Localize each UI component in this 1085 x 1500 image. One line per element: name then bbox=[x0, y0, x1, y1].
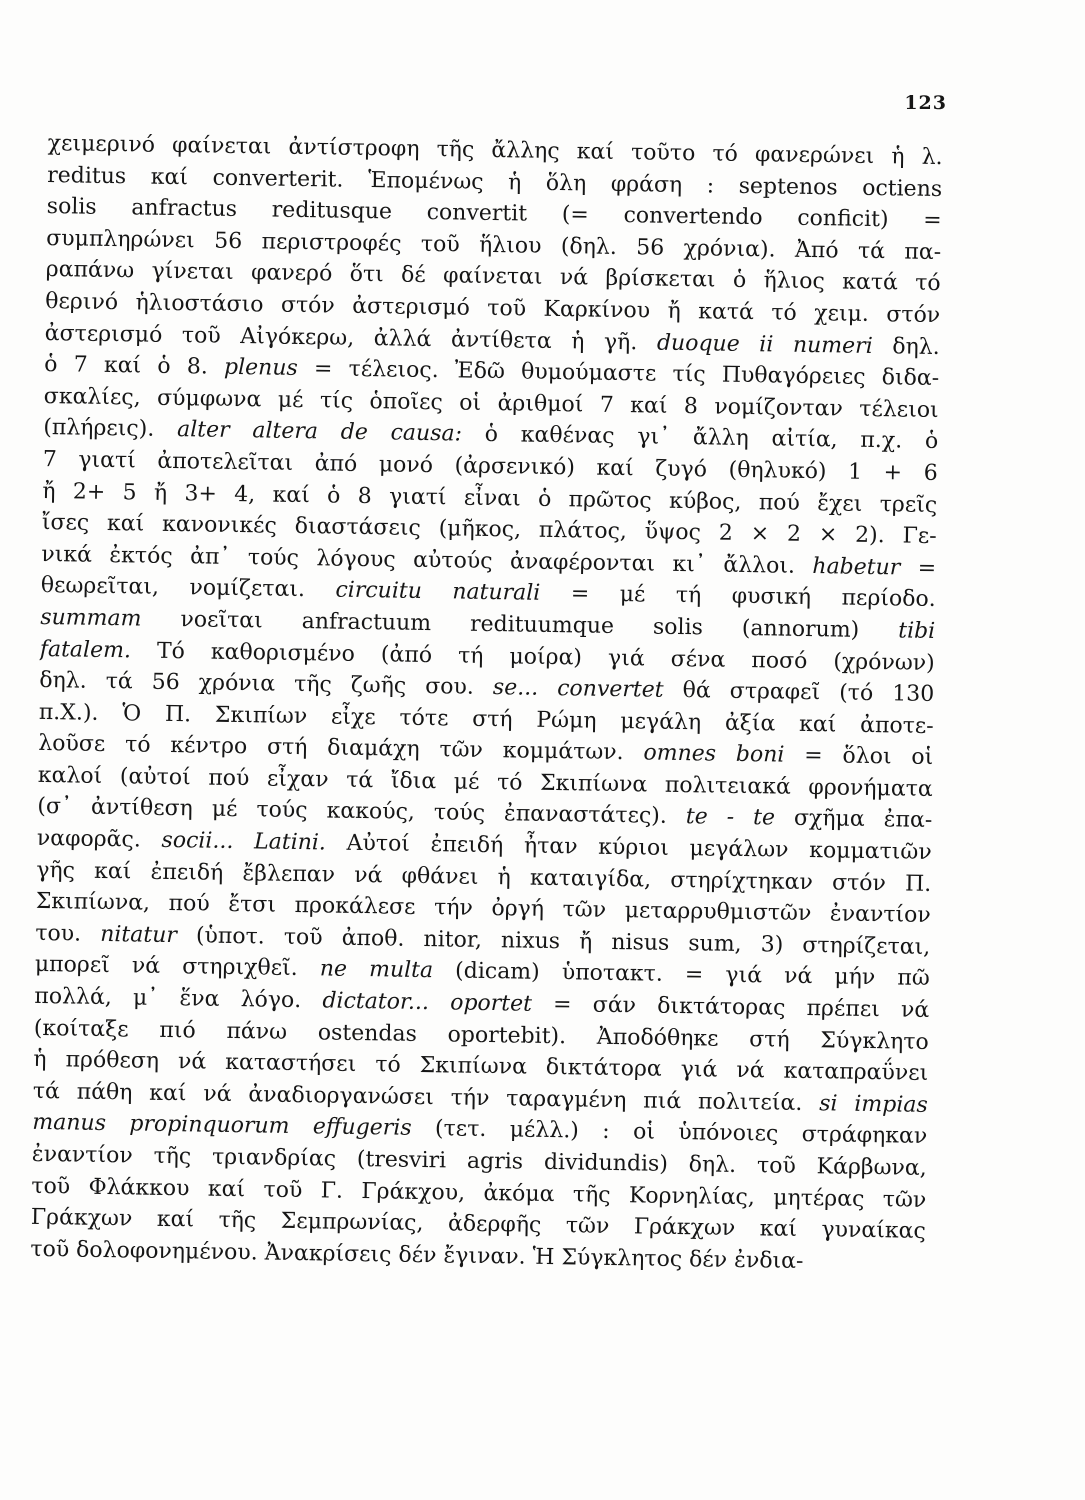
latin-lemma: nitatur bbox=[100, 921, 178, 948]
latin-lemma: te - te bbox=[685, 804, 776, 831]
latin-lemma: habetur bbox=[812, 553, 901, 581]
latin-lemma: manus propinquorum effugeris bbox=[32, 1110, 412, 1142]
latin-lemma: alter altera de causa: bbox=[176, 417, 463, 447]
latin-lemma: si impias bbox=[818, 1091, 928, 1118]
text-segment: π.Χ.). Ὁ Π. Σκιπίων εἶχε τότε στή Ρώμη μεγάλη ἀξία καί ἀποτε- bbox=[38, 699, 934, 739]
text-segment: Γράκχων καί τῆς Σεμπρωνίας, ἀδερφῆς τῶν Γράκχων καί γυναίκας bbox=[30, 1205, 926, 1245]
text-segment: (κοίταξε πιό πάνω ostendas oportebit). Ἀποδόθηκε στή Σύγκλητο bbox=[33, 1015, 929, 1055]
text-segment: χειμερινό φαίνεται ἀντίστροφη τῆς ἄλλης καί τοῦτο τό φανερώνει ἡ λ. bbox=[47, 130, 943, 171]
text-segment: (τετ. μέλλ.) : οἱ ὑπόνοιες στράφηκαν bbox=[411, 1116, 928, 1150]
text-segment: = ὅλοι οἱ bbox=[784, 742, 934, 771]
latin-lemma: fatalem. bbox=[39, 636, 132, 663]
text-segment: του. bbox=[35, 920, 101, 947]
text-segment: νοεῖται anfractuum redituumque solis (annorum) bbox=[141, 606, 899, 644]
text-segment: σχῆμα ἐπα- bbox=[774, 805, 933, 834]
latin-lemma: summam bbox=[40, 604, 142, 632]
text-segment: (σ᾿ ἀντίθεση μέ τούς κακούς, τούς ἐπαναστάτες). bbox=[37, 794, 687, 830]
text-segment: (dicam) ὑποτακτ. = γιά νά μήν πῶ bbox=[432, 958, 930, 992]
text-segment: σκαλίες, σύμφωνα μέ τίς ὁποῖες οἱ ἀριθμοί 7 καί 8 νομίζονταν τέλειοι bbox=[43, 383, 939, 423]
text-segment: νικά ἐκτός ἀπ᾿ τούς λόγους αὐτούς ἀναφέρονται κι᾿ ἄλλοι. bbox=[41, 541, 813, 579]
text-segment: ὁ 7 καί ὁ 8. bbox=[44, 352, 225, 380]
text-segment: Τό καθορισμένο (ἀπό τή μοίρα) γιά σένα ποσό (χρόνων) bbox=[130, 637, 935, 676]
latin-lemma: socii... Latini. bbox=[161, 827, 327, 856]
latin-lemma: duoque ii numeri bbox=[656, 330, 873, 359]
text-segment: τοῦ δολοφονημένου. Ἀνακρίσεις δέν ἔγιναν. Ἡ Σύγκλητος δέν ἐνδια- bbox=[30, 1236, 804, 1274]
text-segment: τά πάθη καί νά ἀναδιοργανώσει τήν ταραγμένη πιά πολιτεία. bbox=[32, 1078, 820, 1117]
latin-lemma: circuitu naturali bbox=[335, 577, 541, 607]
text-segment: Αὐτοί ἐπειδή ἦταν κύριοι μεγάλων κομματιῶν bbox=[325, 830, 932, 866]
text-segment: reditus καί converterit. Ἑπομένως ἡ ὅλη φράση : septenos octiens bbox=[47, 162, 943, 202]
commentary-text-block bbox=[30, 128, 943, 1279]
text-segment: = τέλειος. Ἐδῶ θυμούμαστε τίς Πυθαγόρειες διδα- bbox=[297, 356, 940, 392]
text-segment: ἴσες καί κανονικές διαστάσεις (μῆκος, πλάτος, ὕψος 2 × 2 × 2). Γε- bbox=[41, 510, 937, 550]
page-number: 123 bbox=[904, 92, 947, 114]
text-segment: = bbox=[900, 555, 937, 581]
latin-lemma: plenus bbox=[223, 354, 298, 382]
text-segment: = σάν δικτάτορας πρέπει νά bbox=[531, 991, 930, 1023]
text-segment: καλοί (αὐτοί πού εἶχαν τά ἴδια μέ τό Σκιπίωνα πολιτειακά φρονήματα bbox=[37, 762, 933, 802]
text-segment: λοῦσε τό κέντρο στή διαμάχη τῶν κομμάτων. bbox=[38, 731, 644, 766]
text-segment: ἤ 2+ 5 ἤ 3+ 4, καί ὁ 8 γιατί εἶναι ὁ πρῶτος κύβος, πού ἔχει τρεῖς bbox=[42, 478, 938, 518]
text-segment: θά στραφεῖ (τό 130 bbox=[663, 677, 935, 708]
text-segment: ὁ καθένας γι᾿ ἄλλη αἰτία, π.χ. ὁ bbox=[461, 421, 939, 455]
latin-lemma: se... convertet bbox=[492, 675, 664, 703]
text-segment: δηλ. bbox=[872, 333, 940, 360]
text-segment: solis anfractus reditusque convertit (= convertendo conficit) = bbox=[46, 194, 942, 234]
text-segment: θεωρεῖται, νομίζεται. bbox=[40, 573, 336, 603]
text-segment: (ὑποτ. τοῦ ἀποθ. nitor, nixus ἤ nisus sum, 3) στηρίζεται, bbox=[176, 922, 931, 960]
latin-lemma: omnes boni bbox=[643, 740, 785, 768]
latin-lemma: tibi bbox=[898, 618, 936, 644]
text-segment: = μέ τή φυσική περίοδο. bbox=[540, 581, 936, 613]
text-segment: ραπάνω γίνεται φανερό ὅτι δέ φαίνεται νά βρίσκεται ὁ ἥλιος κατά τό bbox=[45, 257, 941, 297]
text-segment: Σκιπίωνα, πού ἔτσι προκάλεσε τήν ὀργή τῶν μεταρρυθμιστῶν ἐναντίον bbox=[35, 889, 931, 929]
text-segment: πολλά, μ᾿ ἕνα λόγο. bbox=[34, 983, 323, 1014]
text-segment: ἡ πρόθεση νά καταστήσει τό Σκιπίωνα δικτάτορα γιά νά καταπραΰνει bbox=[33, 1047, 929, 1087]
text-segment: μπορεῖ νά στηριχθεῖ. bbox=[34, 952, 320, 982]
text-segment: συμπληρώνει 56 περιστροφές τοῦ ἥλιου (δηλ. 56 χρόνια). Ἀπό τά πα- bbox=[46, 225, 942, 265]
text-segment: τοῦ Φλάκκου καί τοῦ Γ. Γράκχου, ἀκόμα τῆς Κορνηλίας, μητέρας τῶν bbox=[31, 1173, 927, 1213]
text-segment: γῆς καί ἐπειδή ἔβλεπαν νά φθάνει ἡ καταιγίδα, στηρίχτηκαν στόν Π. bbox=[36, 857, 932, 897]
latin-lemma: dictator... oportet bbox=[322, 988, 533, 1017]
text-segment: (πλήρεις). bbox=[43, 415, 178, 443]
text-segment: 7 γιατί ἀποτελεῖται ἀπό μονό (ἀρσενικό) καί ζυγό (θηλυκό) 1 + 6 bbox=[42, 446, 938, 486]
text-segment: ἀστερισμό τοῦ Αἰγόκερω, ἀλλά ἀντίθετα ἡ γῆ. bbox=[44, 320, 658, 356]
text-segment: δηλ. τά 56 χρόνια τῆς ζωῆς σου. bbox=[39, 668, 494, 701]
text-segment: θερινό ἡλιοστάσιο στόν ἀστερισμό τοῦ Καρκίνου ἤ κατά τό χειμ. στόν bbox=[45, 288, 941, 329]
latin-lemma: ne multa bbox=[319, 956, 434, 984]
text-segment: ἐναντίον τῆς τριανδρίας (tresviri agris dividundis) δηλ. τοῦ Κάρβωνα, bbox=[31, 1141, 927, 1181]
text-segment: ναφορᾶς. bbox=[36, 825, 162, 853]
